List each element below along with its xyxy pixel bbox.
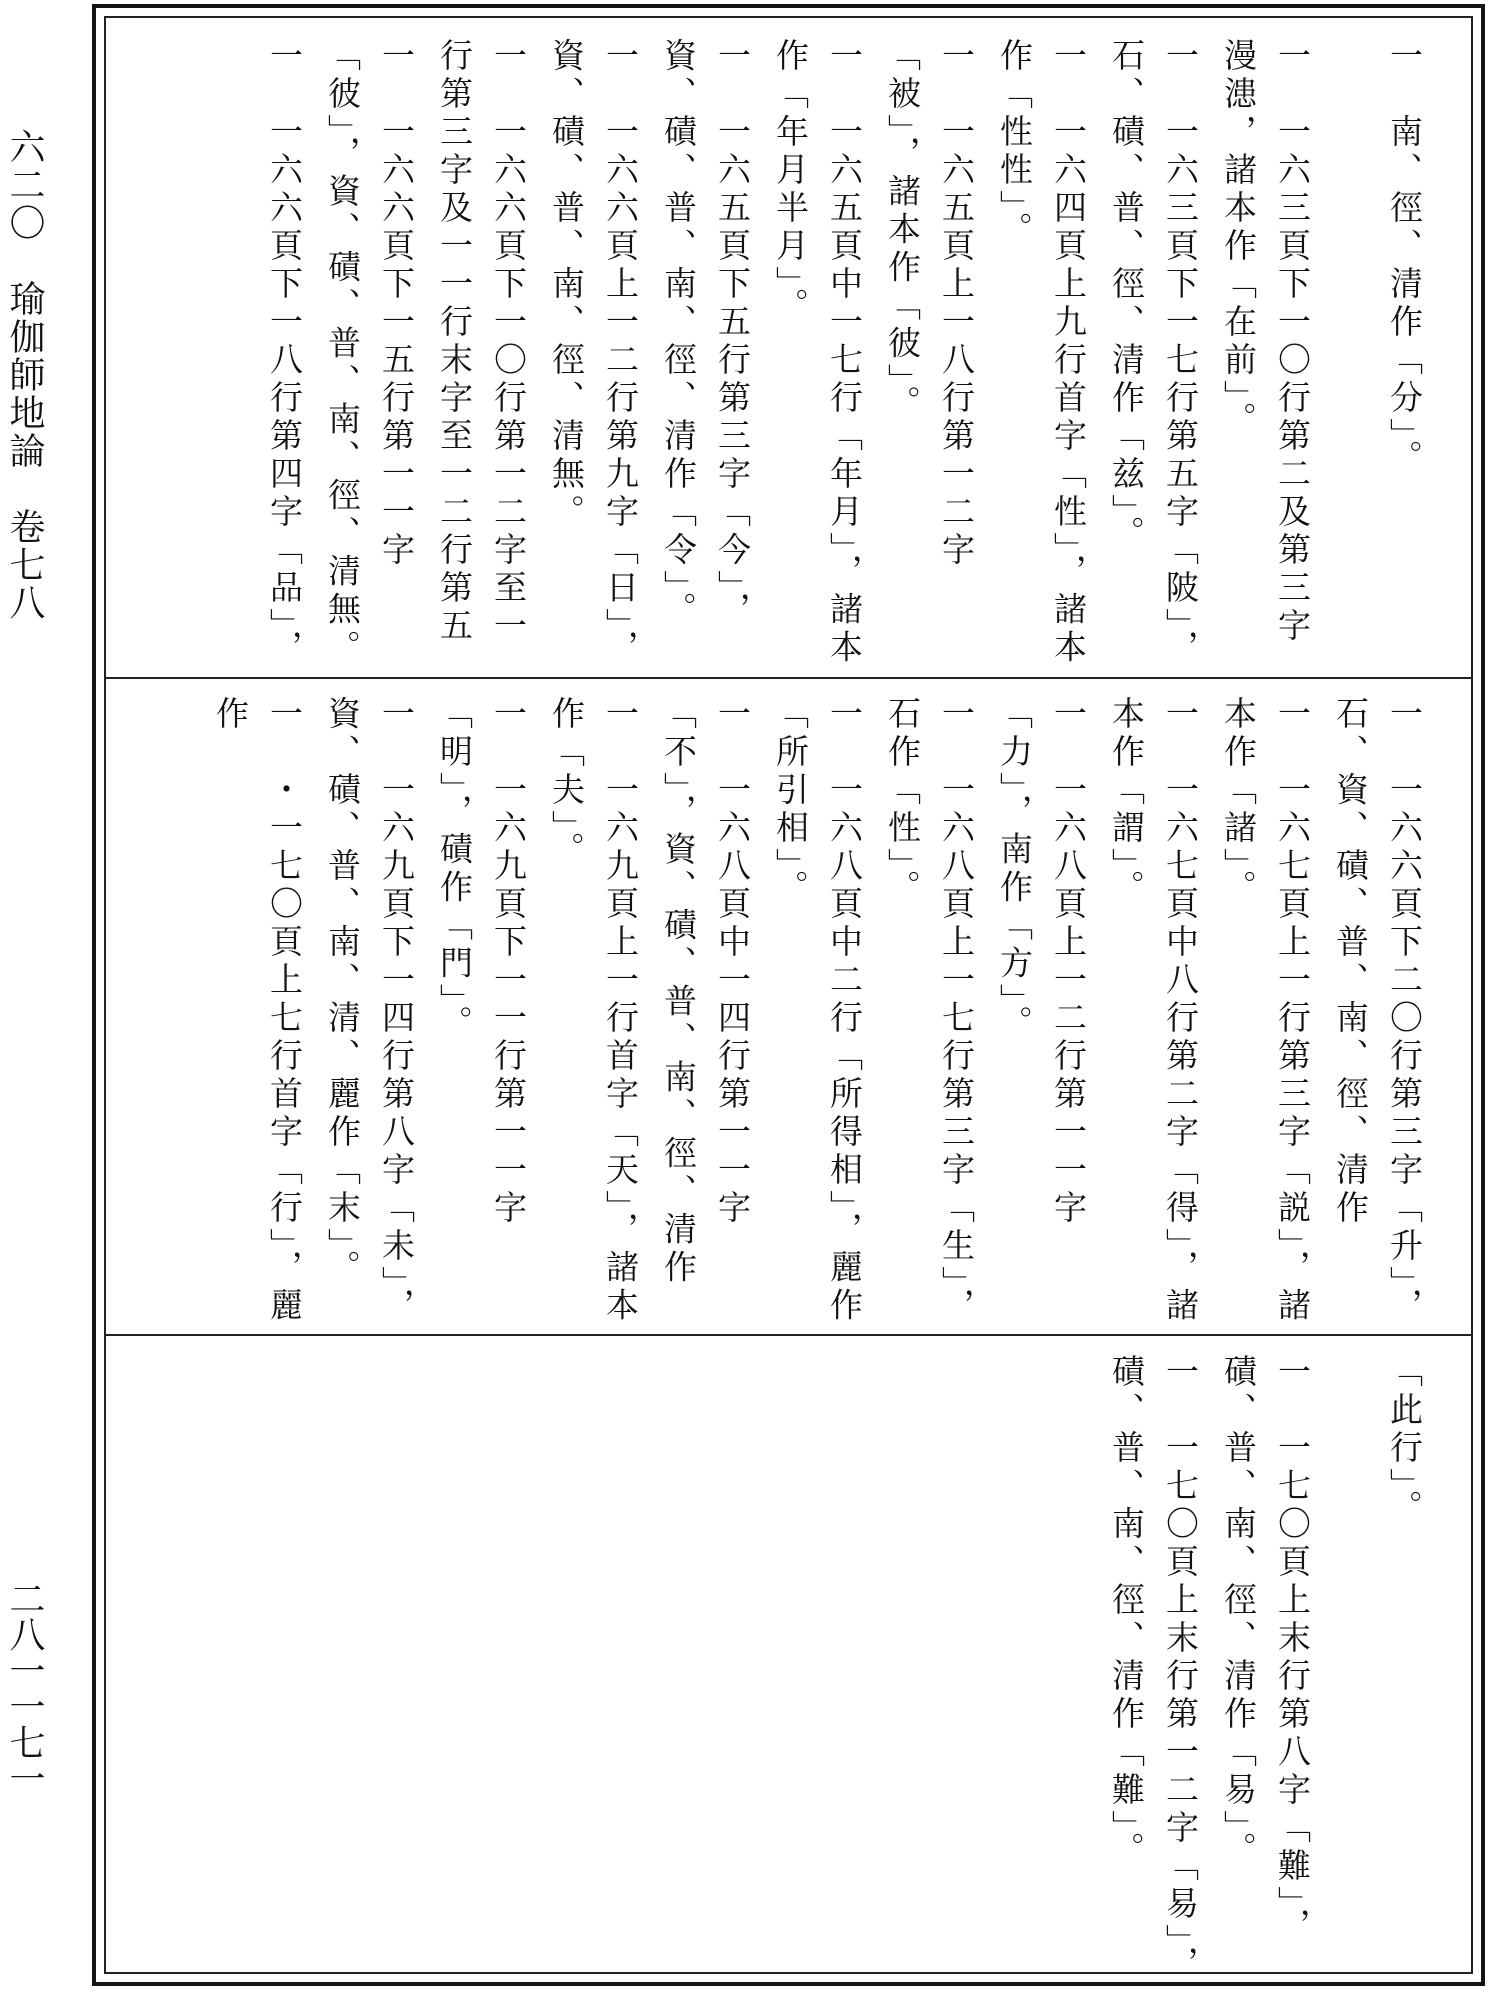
page-frame-inner [104,16,1473,1984]
band-divider [106,677,1471,679]
collation-note: 一 一六三頁下一〇行第二及第三字漫漶，諸本作「在前」。 [1219,38,1312,646]
collation-note: 一 一六六頁下一五行第一一字「彼」，資、磧、普、南、徑、清無。 [323,38,416,668]
collation-note: 一 一六六頁下二〇行第三字「升」，石、資、磧、普、南、徑、清作 [1331,696,1424,1326]
collation-note: 一 一六八頁中二行「所得相」，麗作「所引相」。 [771,696,864,1326]
collation-note: 一 一六六頁下一八行第四字「品」， [265,38,304,668]
collation-note: 一 一六五頁中一七行「年月」，諸本作「年月半月」。 [771,38,864,668]
collation-note: 一 一六四頁上九行首字「性」，諸本作「性性」。 [995,38,1088,668]
collation-note: 一 一六九頁下一一行第一一字「明」，磧作「門」。 [435,696,528,1228]
collation-note: 一 一六九頁下一四行第八字「未」，資、磧、普、南、清、麗作「末」。 [323,696,416,1326]
page-frame [92,4,1485,1986]
band-divider [106,1334,1471,1336]
columns [1095,1354,1431,1984]
columns [199,38,1431,668]
text-band-bottom [166,1354,1431,1984]
running-title: 六二〇 瑜伽師地論 卷七八 [4,128,45,622]
collation-note: 一 一六八頁上一二行第一一字「力」，南作「方」。 [995,696,1088,1228]
collation-note: 一 南、徑、清作「分」。 [1385,38,1424,478]
text-band-top [166,38,1431,668]
collation-note: 一 一六五頁下五行第三字「今」，資、磧、普、南、徑、清作「令」。 [659,38,752,630]
columns [199,696,1431,1326]
collation-note: 一 一七〇頁上末行第一二字「易」，磧、普、南、徑、清作「難」。 [1107,1354,1200,1984]
collation-note: 一 一六七頁上一行第三字「説」，諸本作「諸」。 [1219,696,1312,1326]
text-band-middle [166,696,1431,1326]
collation-note: 一 一六八頁上一七行第三字「生」，石作「性」。 [883,696,976,1326]
collation-note: 一 一六六頁上一二行第九字「日」，資、磧、普、南、徑、清無。 [547,38,640,668]
page-number: 二八一一七一 [4,1580,45,1796]
collation-note: 一 一六三頁下一七行第五字「陂」，石、磧、普、徑、清作「兹」。 [1107,38,1200,668]
collation-note: 一 一六六頁下一〇行第一二字至一行第三字及一一行末字至一二行第五 [435,38,528,646]
collation-note: 一 ・一七〇頁上七行首字「行」，麗作 [211,696,304,1326]
collation-note: 一 一六五頁上一八行第一二字「被」，諸本作「彼」。 [883,38,976,570]
collation-note: 一 一六九頁上一行首字「天」，諸本作「夫」。 [547,696,640,1326]
collation-note: 一 一七〇頁上末行第八字「難」，磧、普、南、徑、清作「易」。 [1219,1354,1312,1946]
collation-note: 一 一六八頁中一四行第一一字「不」，資、磧、普、南、徑、清作 [659,696,752,1288]
collation-note: 「此行」。 [1385,1354,1424,1528]
collation-note: 一 一六七頁中八行第二字「得」，諸本作「謂」。 [1107,696,1200,1326]
